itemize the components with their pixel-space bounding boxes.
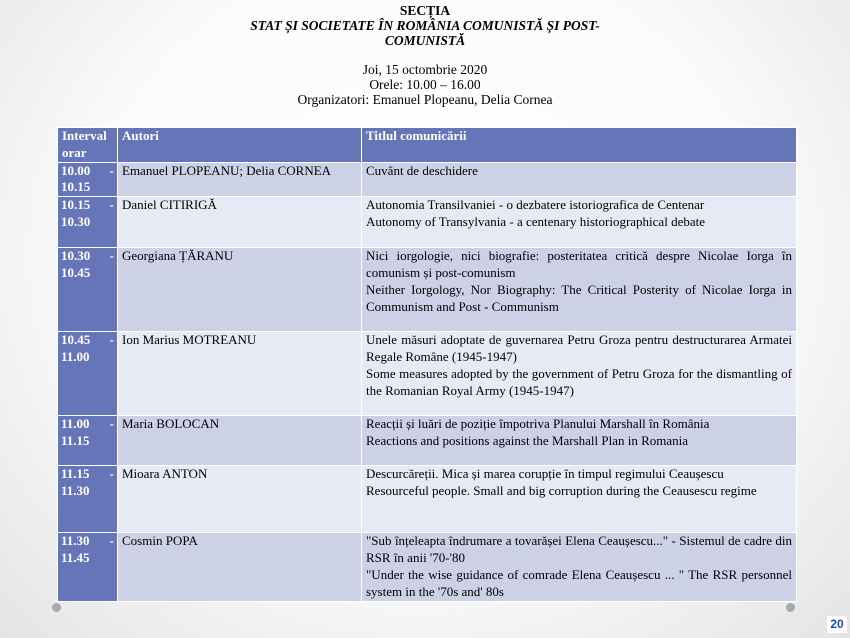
time-dash: -: [109, 332, 114, 348]
time-start: 11.00: [61, 416, 90, 432]
table-row: [58, 466, 797, 533]
table-header-row: [58, 128, 797, 163]
author-cell: Emanuel PLOPEANU; Delia CORNEA: [118, 162, 362, 197]
author-cell: Georgiana ȚĂRANU: [118, 248, 362, 332]
column-header-title: Titlul comunicării: [362, 128, 797, 163]
time-start: 11.30: [61, 533, 90, 549]
time-interval: [58, 248, 118, 332]
bullet-left-icon: [52, 603, 61, 612]
time-interval: [58, 162, 118, 197]
time-dash: -: [109, 248, 114, 264]
title-line: Neither Iorgology, Nor Biography: The Critical Posterity of Nicolae Iorga in Communism and Post - Communism: [366, 281, 792, 314]
session-date: Joi, 15 octombrie 2020: [362, 62, 488, 77]
page-number: 20: [827, 616, 847, 633]
time-start: 11.15: [61, 466, 90, 482]
table-row: [58, 533, 797, 602]
time-start: 10.15: [61, 197, 91, 213]
session-organizers: Organizatori: Emanuel Plopeanu, Delia Cornea: [297, 92, 553, 107]
title-cell: [362, 197, 797, 248]
table-row: [58, 416, 797, 466]
time-end: 10.15: [61, 179, 91, 195]
title-cell: [362, 248, 797, 332]
title-line: Reactions and positions against the Marshall Plan in Romania: [366, 432, 689, 448]
author-cell: Daniel CITIRIGĂ: [118, 197, 362, 248]
time-end: 11.30: [61, 482, 90, 498]
title-cell: [362, 533, 797, 602]
column-header-authors: Autori: [118, 128, 362, 163]
time-start: 10.30: [61, 248, 91, 264]
title-cell: [362, 332, 797, 416]
title-line: Cuvânt de deschidere: [366, 162, 478, 178]
title-cell: [362, 162, 797, 197]
table-row: [58, 197, 797, 248]
time-start: 10.00: [61, 162, 91, 178]
program-table: [57, 127, 797, 602]
time-interval: [58, 466, 118, 533]
time-dash: -: [109, 466, 114, 482]
time-end: 11.15: [61, 432, 90, 448]
time-dash: -: [109, 197, 114, 213]
title-line: Some measures adopted by the government of Petru Groza for the dismantling of the Romanian Royal Army (1945-1947): [366, 365, 792, 398]
time-end: 10.30: [61, 213, 91, 229]
author-cell: Ion Marius MOTREANU: [118, 332, 362, 416]
section-topic-line1: STAT ȘI SOCIETATE ÎN ROMÂNIA COMUNISTĂ ȘI POST-: [250, 18, 600, 33]
title-line: Unele măsuri adoptate de guvernarea Petru Groza pentru destructurarea Armatei Regale Române (1945-1947): [366, 332, 792, 364]
title-cell: [362, 466, 797, 533]
time-end: 10.45: [61, 264, 91, 280]
section-topic-line2: COMUNISTĂ: [384, 33, 466, 48]
time-start: 10.45: [61, 332, 91, 348]
time-end: 11.00: [61, 348, 90, 364]
table-row: [58, 332, 797, 416]
time-dash: -: [109, 533, 114, 549]
bullet-right-icon: [786, 603, 795, 612]
title-cell: [362, 416, 797, 466]
time-interval: [58, 533, 118, 602]
title-line: Reacții și luări de poziție împotriva Planului Marshall în România: [366, 416, 710, 432]
title-line: Descurcăreții. Mica și marea corupție în timpul regimului Ceaușescu: [366, 466, 724, 482]
title-line: Resourceful people. Small and big corruption during the Ceausescu regime: [366, 482, 757, 498]
time-interval: [58, 332, 118, 416]
author-cell: Mioara ANTON: [118, 466, 362, 533]
session-hours: Orele: 10.00 – 16.00: [369, 77, 481, 92]
title-line: "Under the wise guidance of comrade Elena Ceaușescu ... " The RSR personnel system in the '70s and' 80s: [366, 566, 792, 599]
time-dash: -: [109, 162, 114, 178]
time-interval: [58, 197, 118, 248]
table-row: [58, 248, 797, 332]
time-interval: [58, 416, 118, 466]
session-header: [0, 3, 850, 107]
author-cell: Cosmin POPA: [118, 533, 362, 602]
title-line: Autonomia Transilvaniei - o dezbatere istoriografica de Centenar: [366, 197, 705, 213]
title-line: "Sub înțeleapta îndrumare a tovarășei Elena Ceaușescu..." - Sistemul de cadre din RSR în anii '70-'80: [366, 533, 792, 565]
time-end: 11.45: [61, 549, 90, 565]
time-dash: -: [109, 416, 114, 432]
column-header-interval: Interval orar: [58, 128, 118, 163]
author-cell: Maria BOLOCAN: [118, 416, 362, 466]
title-line: Autonomy of Transylvania - a centenary historiographical debate: [366, 213, 705, 229]
section-label: SECȚIA: [399, 3, 451, 18]
table-row: [58, 162, 797, 197]
title-line: Nici iorgologie, nici biografie: posteritatea critică despre Nicolae Iorga în comunism și post-comunism: [366, 248, 792, 280]
